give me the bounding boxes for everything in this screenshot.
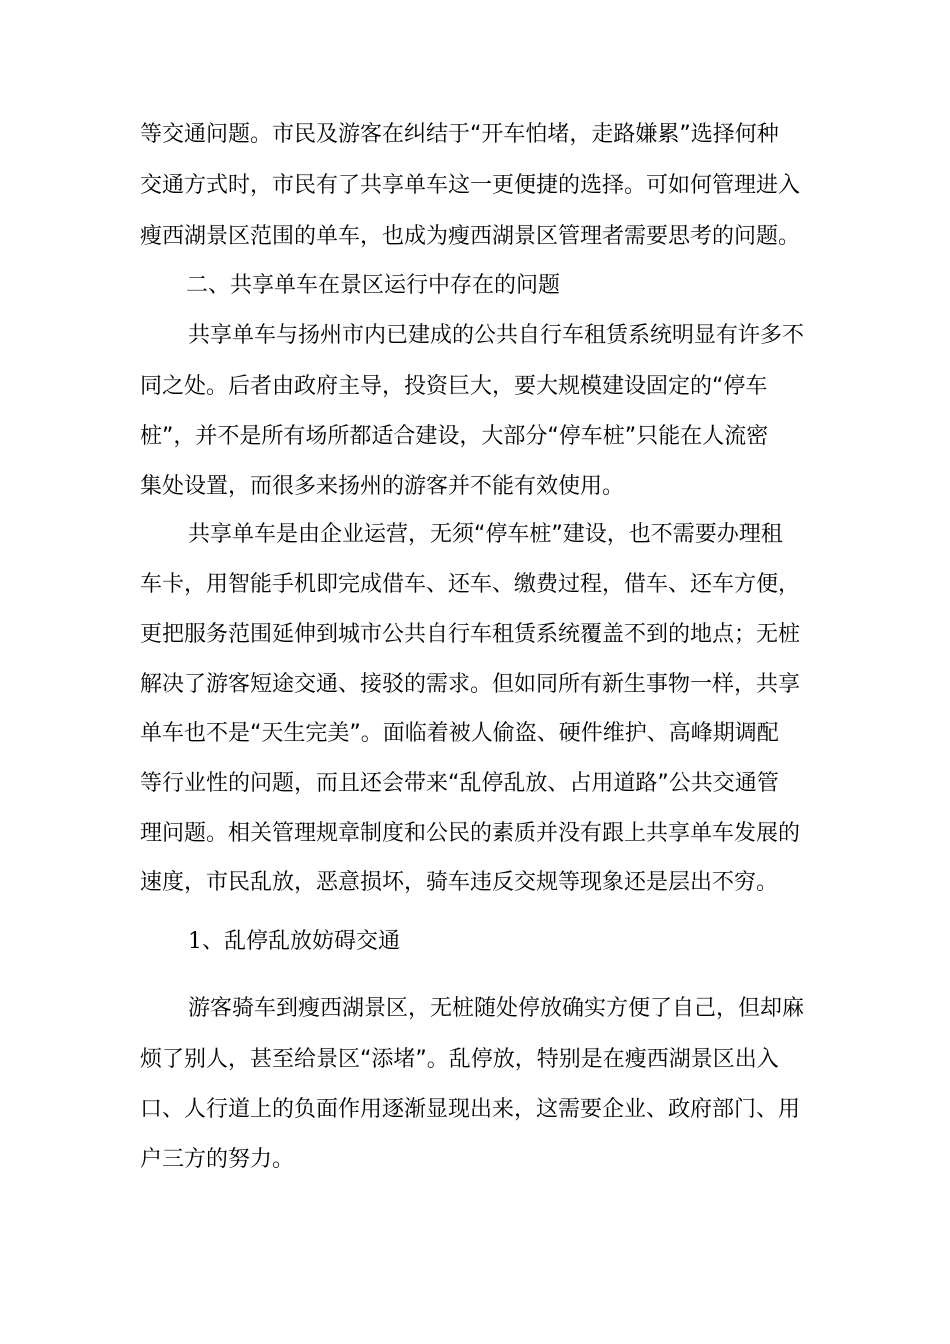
paragraph-parking — [140, 994, 812, 1174]
text-line: 单车也不是“天生完美”。面临着被人偷盗、硬件维护、高峰期调配 — [140, 721, 779, 746]
text-line: 口、人行道上的负面作用逐渐显现出来，这需要企业、政府部门、用 — [140, 1097, 801, 1122]
text-line: 速度，市民乱放，恶意损坏，骑车违反交规等现象还是层出不穷。 — [140, 870, 779, 895]
text-line: 解决了游客短途交通、接驳的需求。但如同所有新生事物一样，共享 — [140, 672, 801, 697]
section-heading — [186, 271, 858, 301]
text-line: 集处设置，而很多来扬州的游客并不能有效使用。 — [140, 474, 625, 499]
heading-text: 二、共享单车在景区运行中存在的问题 — [186, 273, 561, 298]
text-line: 烦了别人，甚至给景区“添堵”。乱停放，特别是在瘦西湖景区出入 — [140, 1047, 779, 1072]
paragraph-comparison — [140, 321, 812, 501]
text-line: 桩”，并不是所有场所都适合建设，大部分“停车桩”只能在人流密 — [140, 424, 769, 449]
text-line: 更把服务范围延伸到城市公共自行车租赁系统覆盖不到的地点；无桩 — [140, 622, 801, 647]
text-line: 理问题。相关管理规章制度和公民的素质并没有跟上共享单车发展的 — [140, 821, 801, 846]
paragraph-intro — [140, 120, 812, 270]
text-line: 瘦西湖景区范围的单车，也成为瘦西湖景区管理者需要思考的问题。 — [140, 224, 801, 249]
text-line: 交通方式时，市民有了共享单车这一更便捷的选择。可如何管理进入 — [140, 173, 801, 198]
text-line: 共享单车是由企业运营，无须“停车桩”建设，也不需要办理租 — [188, 522, 783, 547]
paragraph-enterprise — [140, 520, 812, 900]
text-line: 等交通问题。市民及游客在纠结于“开车怕堵，走路嫌累”选择何种 — [140, 122, 779, 147]
text-line: 共享单车与扬州市内已建成的公共自行车租赁系统明显有许多不 — [188, 323, 805, 348]
text-line: 游客骑车到瘦西湖景区，无桩随处停放确实方便了自己，但却麻 — [188, 996, 805, 1021]
subheading-text: 1、乱停乱放妨碍交通 — [188, 929, 400, 954]
text-line: 户三方的努力。 — [140, 1147, 295, 1172]
text-line: 车卡，用智能手机即完成借车、还车、缴费过程，借车、还车方便， — [140, 572, 801, 597]
text-line: 同之处。后者由政府主导，投资巨大，要大规模建设固定的“停车 — [140, 374, 768, 399]
text-line: 等行业性的问题，而且还会带来“乱停乱放、占用道路”公共交通管 — [140, 771, 779, 796]
subsection-heading — [188, 927, 860, 957]
